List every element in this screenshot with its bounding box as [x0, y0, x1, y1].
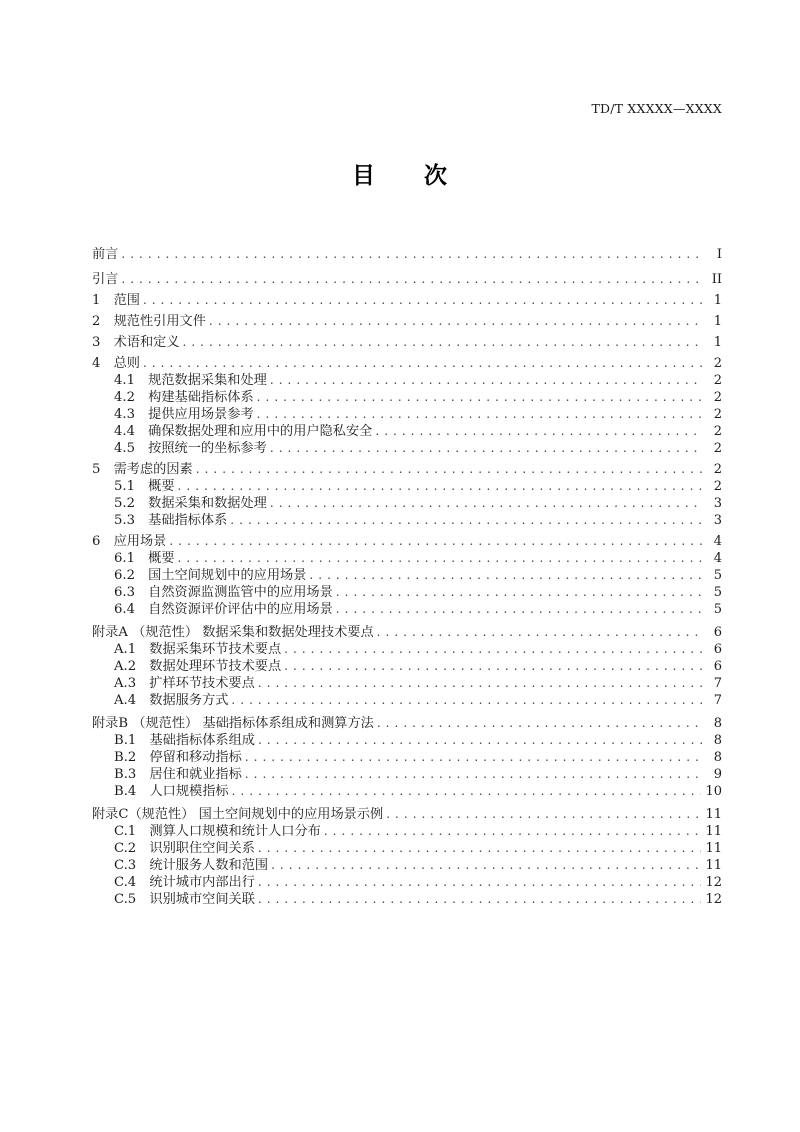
toc-dot-leader — [258, 875, 702, 888]
toc-entry-label: C.5 识别城市空间关联 — [114, 891, 255, 907]
toc-entry-page-number: 11 — [705, 841, 722, 856]
toc-entry[interactable] — [92, 247, 722, 261]
toc-dot-leader — [386, 807, 701, 820]
toc-entry-label: C.4 统计城市内部出行 — [114, 874, 255, 890]
toc-dot-leader — [178, 551, 702, 564]
toc-entry-label: A.2 数据处理环节技术要点 — [114, 658, 282, 674]
toc-entry-label: 3 术语和定义 — [92, 334, 180, 350]
toc-entry-label: 附录B （规范性） 基础指标体系组成和测算方法 — [92, 715, 374, 731]
toc-entry[interactable] — [114, 642, 722, 656]
toc-entry-page-number: 2 — [713, 462, 722, 477]
toc-row-spacer — [92, 527, 722, 534]
toc-row-spacer — [92, 455, 722, 462]
toc-dot-leader — [309, 568, 702, 581]
toc-dot-leader — [324, 824, 702, 837]
toc-dot-leader — [196, 462, 702, 475]
toc-entry-page-number: 6 — [713, 625, 722, 640]
toc-entry-label: B.3 居住和就业指标 — [114, 766, 242, 782]
toc-entry-label: 附录C（规范性） 国土空间规划中的应用场景示例 — [92, 806, 384, 822]
toc-dot-leader — [209, 314, 702, 327]
toc-entry-page-number: 8 — [713, 750, 722, 765]
toc-entry-page-number: 9 — [713, 767, 722, 782]
toc-entry[interactable] — [92, 807, 722, 821]
toc-entry[interactable] — [92, 272, 722, 286]
toc-dot-leader — [178, 479, 702, 492]
toc-entry-page-number: 5 — [713, 602, 722, 617]
toc-entry-page-number: 4 — [713, 534, 722, 549]
toc-dot-leader — [245, 767, 702, 780]
toc-entry[interactable] — [114, 479, 722, 493]
toc-entry-label: B.4 人口规模指标 — [114, 783, 229, 799]
toc-entry[interactable] — [114, 824, 722, 838]
toc-entry-page-number: 2 — [713, 390, 722, 405]
toc-entry[interactable] — [92, 625, 722, 639]
toc-entry[interactable] — [114, 551, 722, 565]
toc-entry-page-number: 3 — [713, 496, 722, 511]
toc-entry[interactable] — [114, 750, 722, 764]
toc-entry[interactable] — [114, 496, 722, 510]
toc-entry[interactable] — [114, 513, 722, 527]
toc-entry-page-number: 8 — [713, 716, 722, 731]
toc-row-spacer — [92, 616, 722, 625]
page-title: 目 次 — [352, 163, 448, 189]
toc-entry-page-number: 4 — [713, 551, 722, 566]
toc-entry-page-number: 2 — [713, 479, 722, 494]
toc-row-spacer — [92, 286, 722, 293]
toc-entry[interactable] — [114, 373, 722, 387]
toc-entry[interactable] — [114, 875, 722, 889]
toc-dot-leader — [270, 373, 702, 386]
toc-entry-label: 引言 — [92, 271, 119, 287]
toc-dot-leader — [183, 335, 702, 348]
toc-entry-page-number: II — [711, 272, 722, 287]
toc-dot-leader — [284, 659, 702, 672]
toc-entry-page-number: I — [716, 247, 722, 262]
toc-entry-page-number: 5 — [713, 585, 722, 600]
toc-entry-label: C.3 统计服务人数和范围 — [114, 857, 269, 873]
toc-entry-label: 4.4 确保数据处理和应用中的用户隐私安全 — [114, 423, 373, 439]
toc-dot-leader — [336, 585, 702, 598]
toc-entry[interactable] — [114, 841, 722, 855]
toc-entry[interactable] — [92, 716, 722, 730]
toc-entry-label: B.2 停留和移动指标 — [114, 749, 242, 765]
toc-entry-page-number: 2 — [713, 373, 722, 388]
toc-entry-page-number: 2 — [713, 441, 722, 456]
toc-entry-label: 6.1 概要 — [114, 550, 175, 566]
toc-entry-label: 1 范围 — [92, 292, 140, 308]
toc-entry[interactable] — [114, 602, 722, 616]
toc-entry[interactable] — [114, 659, 722, 673]
toc-dot-leader — [230, 513, 702, 526]
toc-row-spacer — [92, 307, 722, 314]
toc-dot-leader — [231, 693, 702, 706]
toc-entry-label: 5 需考虑的因素 — [92, 461, 193, 477]
toc-dot-leader — [377, 716, 702, 729]
toc-entry-page-number: 2 — [713, 424, 722, 439]
toc-entry-label: 附录A （规范性） 数据采集和数据处理技术要点 — [92, 624, 374, 640]
toc-entry-page-number: 6 — [713, 659, 722, 674]
toc-dot-leader — [245, 750, 702, 763]
table-of-contents — [92, 236, 722, 906]
toc-entry-label: 2 规范性引用文件 — [92, 313, 206, 329]
toc-entry[interactable] — [114, 892, 722, 906]
toc-entry-label: C.2 识别职住空间关系 — [114, 840, 255, 856]
toc-entry-page-number: 3 — [713, 513, 722, 528]
toc-entry-label: 6.3 自然资源监测监管中的应用场景 — [114, 584, 333, 600]
toc-entry[interactable] — [92, 462, 722, 476]
toc-entry-page-number: 7 — [713, 676, 722, 691]
toc-entry-page-number: 7 — [713, 693, 722, 708]
toc-entry-page-number: 11 — [705, 824, 722, 839]
toc-row-spacer — [92, 261, 722, 272]
toc-entry-label: A.3 扩样环节技术要点 — [114, 675, 255, 691]
toc-entry-label: C.1 测算人口规模和统计人口分布 — [114, 823, 321, 839]
toc-entry-label: 4.2 构建基础指标体系 — [114, 389, 254, 405]
toc-entry[interactable] — [114, 568, 722, 582]
toc-entry-label: 4.3 提供应用场景参考 — [114, 406, 254, 422]
toc-entry[interactable] — [92, 534, 722, 548]
toc-entry[interactable] — [114, 693, 722, 707]
toc-row-spacer — [92, 798, 722, 807]
toc-dot-leader — [284, 642, 702, 655]
toc-entry-label: A.4 数据服务方式 — [114, 692, 229, 708]
toc-entry-label: 6.2 国土空间规划中的应用场景 — [114, 567, 307, 583]
toc-entry-label: 4 总则 — [92, 355, 140, 371]
toc-entry-label: 5.1 概要 — [114, 478, 175, 494]
toc-dot-leader — [121, 247, 702, 260]
toc-entry[interactable] — [114, 585, 722, 599]
toc-dot-leader — [232, 784, 702, 797]
toc-dot-leader — [258, 676, 702, 689]
toc-entry[interactable] — [92, 314, 722, 328]
running-header-standard-code: TD/T XXXXX—XXXX — [591, 101, 722, 116]
toc-dot-leader — [270, 441, 702, 454]
toc-entry-label: 4.5 按照统一的坐标参考 — [114, 440, 267, 456]
toc-row-spacer — [92, 707, 722, 716]
toc-entry-page-number: 11 — [705, 858, 722, 873]
toc-dot-leader — [271, 858, 701, 871]
toc-dot-leader — [258, 841, 702, 854]
toc-entry[interactable] — [114, 424, 722, 438]
toc-entry-page-number: 1 — [713, 314, 722, 329]
toc-entry-label: 6.4 自然资源评价评估中的应用场景 — [114, 601, 333, 617]
toc-entry-label: 4.1 规范数据采集和处理 — [114, 372, 267, 388]
toc-dot-leader — [143, 356, 702, 369]
toc-row-spacer — [92, 349, 722, 356]
toc-entry-page-number: 2 — [713, 407, 722, 422]
toc-entry-page-number: 8 — [713, 733, 722, 748]
toc-entry[interactable] — [92, 356, 722, 370]
toc-entry-page-number: 1 — [713, 335, 722, 350]
toc-entry-label: 6 应用场景 — [92, 533, 167, 549]
toc-entry-page-number: 10 — [705, 784, 722, 799]
toc-entry[interactable] — [92, 293, 722, 307]
toc-entry[interactable] — [114, 390, 722, 404]
toc-entry-label: 5.2 数据采集和数据处理 — [114, 495, 267, 511]
toc-entry-page-number: 2 — [713, 356, 722, 371]
toc-entry-page-number: 1 — [713, 293, 722, 308]
toc-entry-page-number: 12 — [705, 875, 722, 890]
toc-dot-leader — [377, 625, 702, 638]
toc-entry[interactable] — [114, 733, 722, 747]
toc-entry-label: A.1 数据采集环节技术要点 — [114, 641, 282, 657]
toc-dot-leader — [121, 272, 702, 285]
toc-dot-leader — [143, 293, 702, 306]
toc-dot-leader — [258, 733, 702, 746]
toc-dot-leader — [336, 602, 702, 615]
toc-dot-leader — [169, 534, 702, 547]
toc-entry-label: 5.3 基础指标体系 — [114, 512, 228, 528]
toc-entry-page-number: 12 — [705, 892, 722, 907]
toc-dot-leader — [270, 496, 702, 509]
toc-entry[interactable] — [114, 676, 722, 690]
toc-entry[interactable] — [114, 767, 722, 781]
toc-row-spacer — [92, 328, 722, 335]
toc-row-spacer — [92, 236, 722, 247]
toc-entry-page-number: 11 — [705, 807, 722, 822]
toc-entry[interactable] — [114, 441, 722, 455]
toc-dot-leader — [257, 390, 702, 403]
toc-entry[interactable] — [114, 858, 722, 872]
toc-entry[interactable] — [92, 335, 722, 349]
toc-dot-leader — [258, 892, 702, 905]
toc-entry-page-number: 6 — [713, 642, 722, 657]
toc-entry[interactable] — [114, 407, 722, 421]
toc-dot-leader — [375, 424, 702, 437]
toc-dot-leader — [257, 407, 702, 420]
toc-entry-page-number: 5 — [713, 568, 722, 583]
toc-entry-label: 前言 — [92, 246, 119, 262]
toc-entry-label: B.1 基础指标体系组成 — [114, 732, 255, 748]
toc-entry[interactable] — [114, 784, 722, 798]
